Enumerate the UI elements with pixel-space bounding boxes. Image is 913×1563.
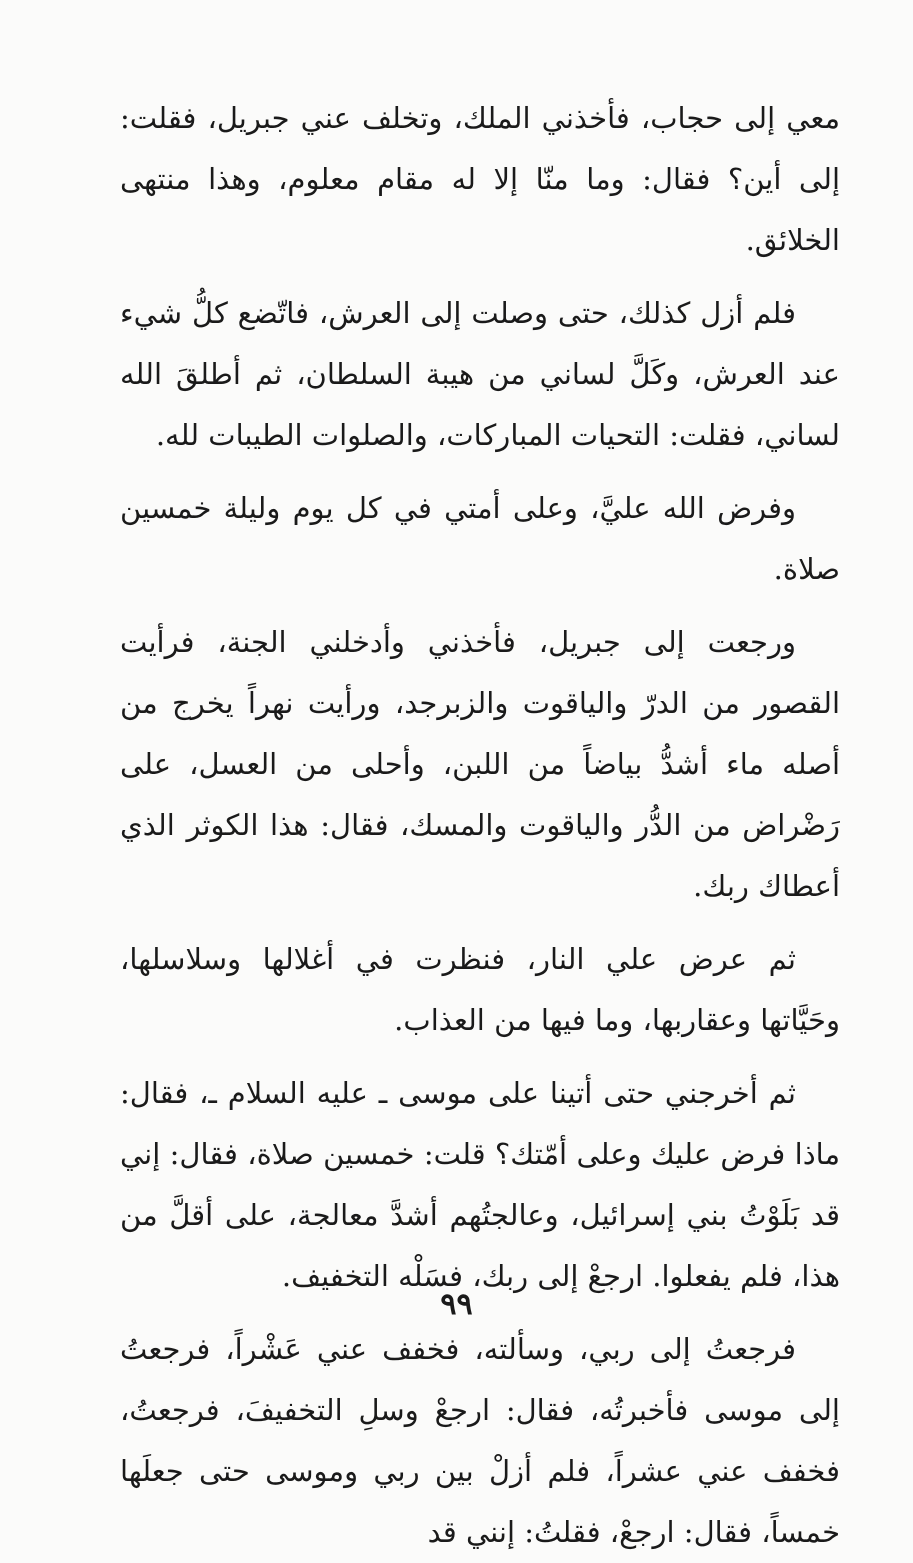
paragraph-2: فلم أزل كذلك، حتى وصلت إلى العرش، فاتّضع كلُّ شيء عند العرش، وكَلَّ لساني من هيبة السلطان، ثم أطلقَ الله لساني، فقلت: التحيات المباركات، والصلوات الطيبات لله.: [120, 296, 840, 452]
paragraph-6: ثم أخرجني حتى أتينا على موسى ـ عليه السلام ـ، فقال: ماذا فرض عليك وعلى أمّتك؟ قلت: خمسين صلاة، فقال: إني قد بَلَوْتُ بني إسرائيل، وعالجتُهم أشدَّ معالجة، على أقلَّ من هذا، فلم يفعلوا. ارجعْ إلى ربك، فسَلْه التخفيف.: [120, 1076, 840, 1293]
paragraph-1: معي إلى حجاب، فأخذني الملك، وتخلف عني جبريل، فقلت: إلى أين؟ فقال: وما منّا إلا له مقام معلوم، وهذا منتهى الخلائق.: [120, 101, 840, 257]
paragraph-4: ورجعت إلى جبريل، فأخذني وأدخلني الجنة، فرأيت القصور من الدرّ والياقوت والزبرجد، ورأيت نهراً يخرج من أصله ماء أشدُّ بياضاً من اللبن، وأحلى من العسل، على رَضْراض من الدُّر والياقوت والمسك، فقال: هذا الكوثر الذي أعطاك ربك.: [120, 625, 840, 903]
page-number: ٩٩: [440, 1287, 473, 1322]
paragraph-5: ثم عرض علي النار، فنظرت في أغلالها وسلاسلها، وحَيَّاتها وعقاربها، وما فيها من العذاب.: [120, 942, 840, 1037]
paragraph-3: وفرض الله عليَّ، وعلى أمتي في كل يوم وليلة خمسين صلاة.: [120, 491, 840, 586]
paragraph-7: فرجعتُ إلى ربي، وسألته، فخفف عني عَشْراً، فرجعتُ إلى موسى فأخبرتُه، فقال: ارجعْ وسلِ التخفيفَ، فرجعتُ، فخفف عني عشراً، فلم أزلْ بين ربي وموسى حتى جعلَها خمساً، فقال: ارجعْ، فقلتُ: إنني قد: [120, 1332, 840, 1549]
